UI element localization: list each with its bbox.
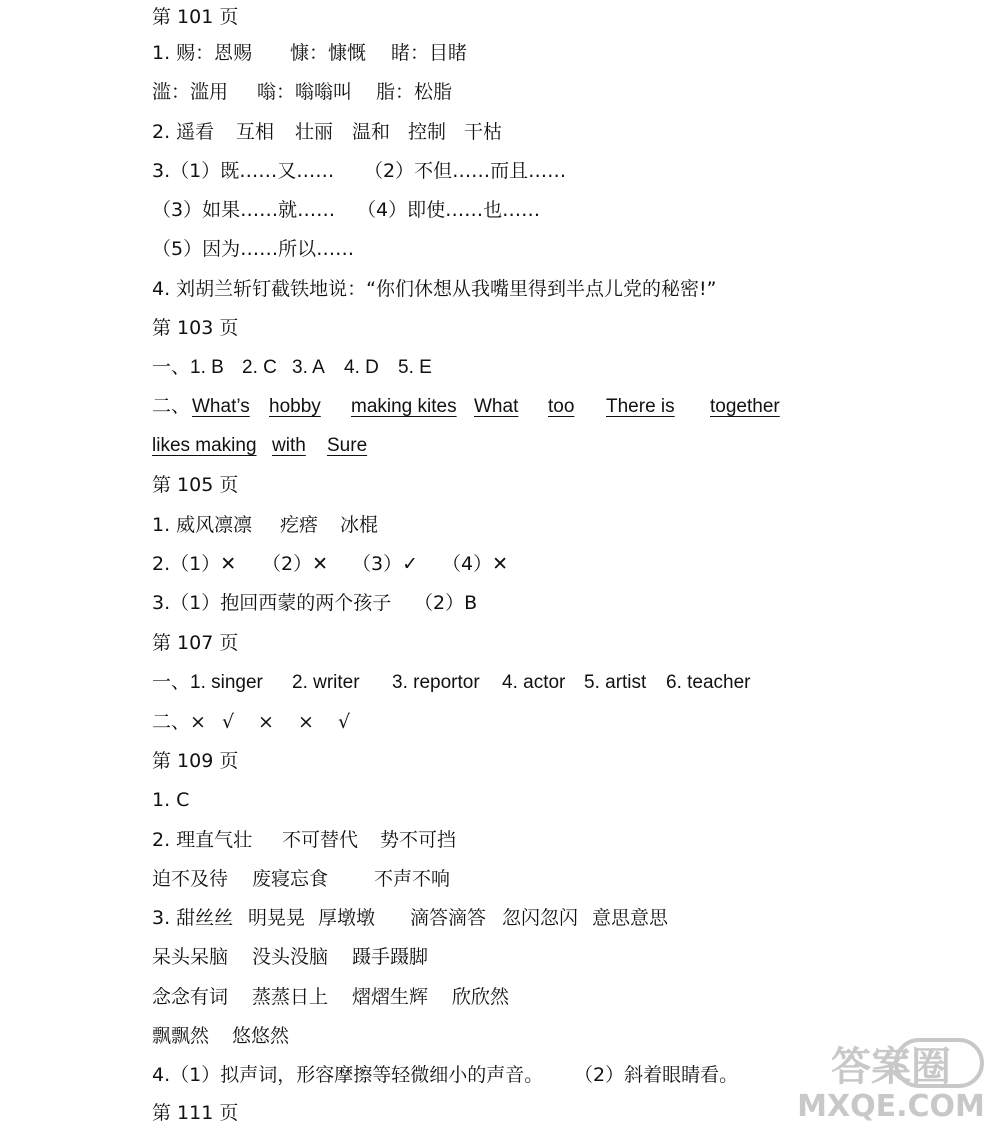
page-103-heading: 第 103 页 <box>152 317 239 339</box>
answer-item: （2）✕ <box>262 553 329 575</box>
answer-item: 蹑手蹑脚 <box>352 946 429 968</box>
answer-item: 干枯 <box>464 121 503 143</box>
page-111-heading: 第 111 页 <box>152 1102 239 1124</box>
answer-item: 熠熠生辉 <box>352 986 429 1008</box>
answer-item: 明晃晃 <box>248 907 306 929</box>
answer-item: 3. reportor <box>392 672 480 693</box>
answer-item: 3.（1）既……又…… <box>152 160 335 182</box>
answer-item: 冰棍 <box>340 514 379 536</box>
answer-item: 呆头呆脑 <box>152 946 229 968</box>
answer-item: （4）即使……也…… <box>357 199 541 221</box>
answer-item: （3）如果……就…… <box>152 199 336 221</box>
answer-item: 蒸蒸日上 <box>252 986 329 1008</box>
answer-item: √ <box>338 711 351 733</box>
answer-item: （4）✕ <box>442 553 509 575</box>
answer-item: 3. 甜丝丝 <box>152 907 234 929</box>
fill-in-answer: What <box>474 396 519 417</box>
answer-item: 嗡：嗡嗡叫 <box>257 81 353 103</box>
answer-item: 2. 理直气壮 <box>152 829 253 851</box>
answer-item: （2）斜着眼睛看。 <box>574 1064 739 1086</box>
answer-item: 2.（1）✕ <box>152 553 237 575</box>
answer-item: 废寝忘食 <box>252 868 329 890</box>
answer-item: 悠悠然 <box>232 1025 290 1047</box>
answer-item: 一、1. singer <box>152 672 263 693</box>
answer-item: 脂：松脂 <box>376 81 453 103</box>
p109-line-1: 1. C <box>152 789 190 811</box>
answer-item: 飘飘然 <box>152 1025 210 1047</box>
answer-item: 3.（1）抱回西蒙的两个孩子 <box>152 592 392 614</box>
answer-item: 厚墩墩 <box>318 907 376 929</box>
answer-item: 2. C <box>242 357 277 378</box>
answer-item: 慷：慷慨 <box>290 42 367 64</box>
answer-item: 没头没脑 <box>252 946 329 968</box>
answer-item: 1. 威风凛凛 <box>152 514 253 536</box>
answer-item: （2）B <box>414 592 478 614</box>
answer-item: 欣欣然 <box>452 986 510 1008</box>
answer-item: 6. teacher <box>666 672 751 693</box>
p101-line-6: （5）因为……所以…… <box>152 238 355 260</box>
answer-item: 不可替代 <box>282 829 359 851</box>
answer-item: 互相 <box>236 121 275 143</box>
fill-in-answer: likes making <box>152 435 257 456</box>
answer-item: 迫不及待 <box>152 868 229 890</box>
answer-item: 2. 遥看 <box>152 121 215 143</box>
answer-item: √ <box>222 711 235 733</box>
answer-item: 4. D <box>344 357 379 378</box>
fill-in-answer: hobby <box>269 396 321 417</box>
fill-in-answer: with <box>272 435 306 456</box>
answer-item: 4.（1）拟声词，形容摩擦等轻微细小的声音。 <box>152 1064 544 1086</box>
fill-in-answer: together <box>710 396 780 417</box>
answer-item: 1. 赐：恩赐 <box>152 42 253 64</box>
watermark-logo <box>796 1036 986 1122</box>
answer-item: 4. actor <box>502 672 566 693</box>
answer-item: 滴答滴答 <box>410 907 487 929</box>
fill-in-answer: What’s <box>192 396 250 417</box>
answer-item: 5. E <box>398 357 432 378</box>
answer-item: × <box>258 711 274 733</box>
fill-in-answer: too <box>548 396 575 417</box>
answer-item: 睹：目睹 <box>391 42 468 64</box>
answer-item: 意思意思 <box>592 907 669 929</box>
watermark-bottom-text: MXQE.COM <box>797 1089 985 1122</box>
answer-item: （2）不但……而且…… <box>364 160 567 182</box>
answer-item: 念念有词 <box>152 986 229 1008</box>
page-105-heading: 第 105 页 <box>152 474 239 496</box>
watermark-top-text: 答案圈 <box>831 1044 951 1090</box>
page-109-heading: 第 109 页 <box>152 750 239 772</box>
answer-item: （3）✓ <box>352 553 419 575</box>
answer-item: 忽闪忽闪 <box>502 907 579 929</box>
answer-item: 疙瘩 <box>280 514 319 536</box>
section-prefix: 二、 <box>152 396 191 417</box>
answer-item: 二、× <box>152 711 206 733</box>
fill-in-answer: making kites <box>351 396 457 417</box>
answer-item: 势不可挡 <box>380 829 457 851</box>
answer-item: 5. artist <box>584 672 647 693</box>
page-107-heading: 第 107 页 <box>152 632 239 654</box>
answer-item: 一、1. B <box>152 357 224 378</box>
answer-item: × <box>298 711 314 733</box>
fill-in-answer: There is <box>606 396 675 417</box>
p101-line-7: 4. 刘胡兰斩钉截铁地说：“你们休想从我嘴里得到半点儿党的秘密!” <box>152 278 717 300</box>
answer-item: 3. A <box>292 357 325 378</box>
fill-in-answer: Sure <box>327 435 368 456</box>
answer-item: 不声不响 <box>374 868 451 890</box>
answer-item: 壮丽 <box>295 121 334 143</box>
answer-item: 滥：滥用 <box>152 81 229 103</box>
answer-item: 控制 <box>408 121 447 143</box>
page-101-heading: 第 101 页 <box>152 6 239 28</box>
answer-item: 温和 <box>352 121 391 143</box>
answer-item: 2. writer <box>292 672 360 693</box>
